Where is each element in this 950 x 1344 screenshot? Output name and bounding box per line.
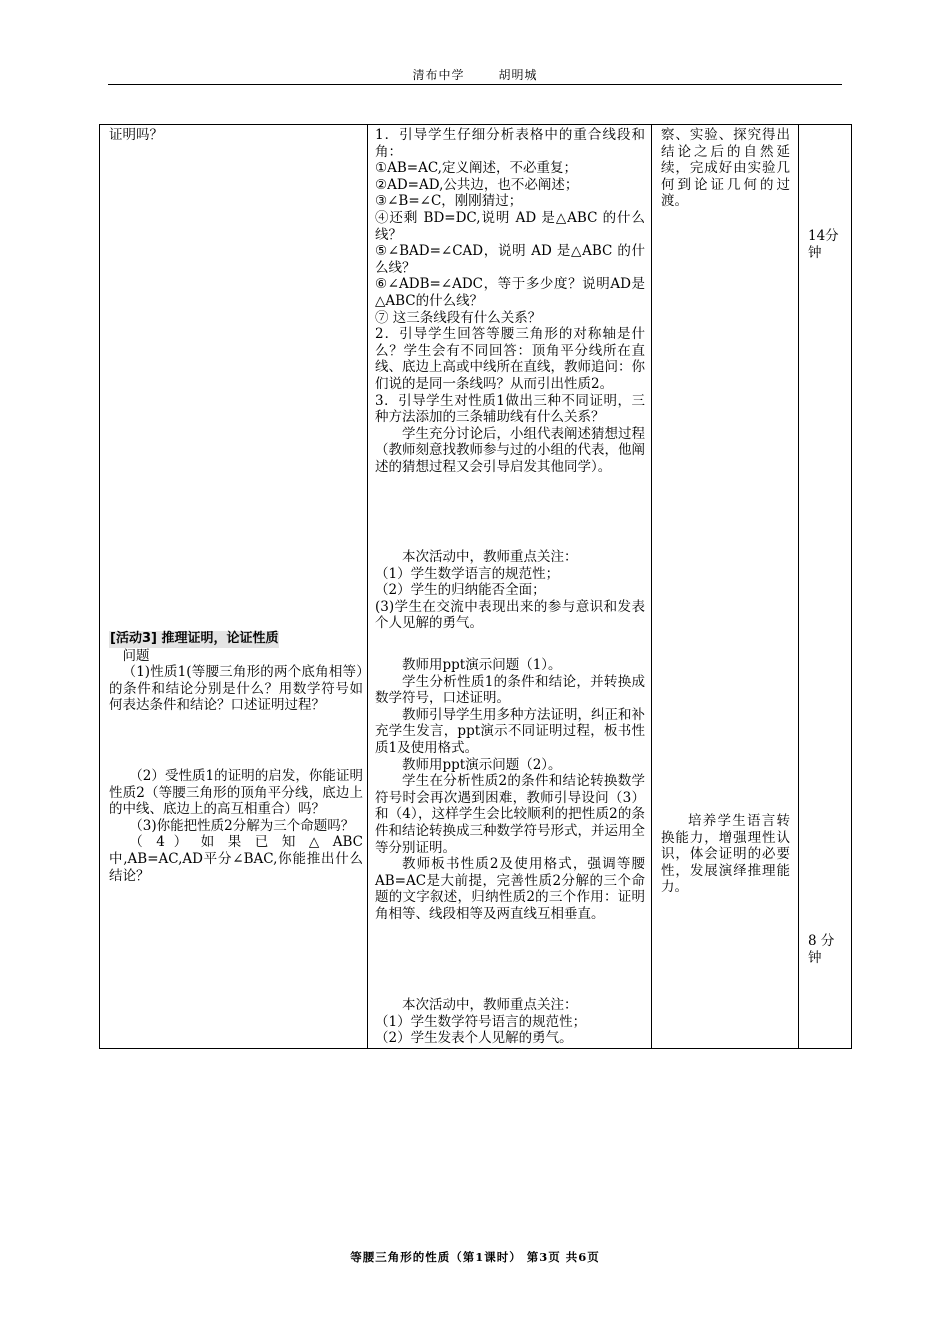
- group-discussion: 学生充分讨论后，小组代表阐述猜想过程（教师刻意找教师参与过的小组的代表，他阐述的猜想过程又会引导启发其他同学）。: [375, 425, 645, 475]
- design-intent-column: [652, 125, 799, 1049]
- focus-1-1: （1）学生数学语言的规范性；: [375, 565, 560, 582]
- guide-sub-4: ④还剩 BD=DC,说明 AD 是△ABC 的什么线？: [375, 209, 645, 243]
- teacher-student-column: [368, 125, 652, 1049]
- guide-item-1: 1．引导学生仔细分析表格中的重合线段和角：: [375, 127, 645, 160]
- activity3-title: [活动3] 推理证明，论证性质: [110, 631, 279, 646]
- guide-sub-7: ⑦ 这三条线段有什么关系？: [375, 309, 542, 326]
- question-3: （3)你能把性质2分解为三个命题吗？: [129, 817, 355, 834]
- time-column: [799, 125, 852, 1049]
- col2-block-2: [375, 549, 645, 632]
- table-row: [100, 125, 852, 1049]
- intent-activity3: 培养学生语言转换能力，增强理性认识，体会证明的必要性，发展演绎推理能力。: [661, 813, 790, 896]
- lesson-table: [99, 124, 852, 1049]
- header-school: 清布中学: [412, 68, 465, 82]
- header-rule: [108, 84, 842, 85]
- focus-heading-1: 本次活动中，教师重点关注：: [402, 549, 578, 565]
- activity-column: [100, 125, 368, 1049]
- page-header: [108, 66, 842, 84]
- guide-sub-5: ⑤∠BAD=∠CAD，说明 AD 是△ABC 的什么线？: [375, 243, 645, 276]
- question-heading: 问题: [122, 647, 150, 664]
- guide-sub-1: ①AB=AC,定义阐述，不必重复；: [375, 160, 577, 177]
- guide-item-2: 2．引导学生回答等腰三角形的对称轴是什么？学生会有不同回答：顶角平分线所在直线、底边上高或中线所在直线，教师追问：你们说的是同一条线吗？从而引出性质2。: [375, 326, 645, 392]
- intent-continuation: 察、实验、探究得出结论之后的自然延续，完成好由实验几何到论证几何的过渡。: [661, 127, 790, 210]
- ppt-question-1: 教师用ppt演示问题（1）。: [402, 657, 562, 673]
- focus-1-3: (3)学生在交流中表现出来的参与意识和发表个人见解的勇气。: [375, 598, 645, 632]
- guide-sub-2: ②AD=AD,公共边，也不必阐述；: [375, 176, 579, 193]
- question-block-2: [109, 768, 363, 884]
- student-analysis-1: 学生分析性质1的条件和结论，并转换成数学符号，口述证明。: [375, 673, 645, 707]
- time-14min: 14分钟: [808, 228, 839, 261]
- header-teacher: 胡明城: [498, 68, 538, 82]
- col2-block-4: [375, 997, 645, 1047]
- student-analysis-2: 学生在分析性质2的条件和结论转换数学符号时会再次遇到困难，教师引导设问（3）和（4），这样学生会比较顺利的把性质2的条件和结论转换成三种数学符号形式，并运用全等分别证明。: [375, 773, 645, 856]
- ppt-question-2: 教师用ppt演示问题（2）。: [402, 756, 562, 773]
- page-footer: 等腰三角形的性质（第1课时） 第3页 共6页: [350, 1250, 600, 1264]
- guide-item-3: 3．引导学生对性质1做出三种不同证明，三种方法添加的三条辅助线有什么关系？: [375, 392, 645, 426]
- focus-heading-2: 本次活动中，教师重点关注：: [402, 997, 578, 1013]
- activity3-block: [109, 630, 363, 714]
- time-8min: 8 分钟: [808, 933, 835, 966]
- guide-sub-3: ③∠B=∠C，刚刚猜过；: [375, 193, 523, 210]
- teacher-guidance: 教师引导学生用多种方法证明，纠正和补充学生发言，ppt演示不同证明过程，板书性质1及使用格式。: [375, 706, 645, 756]
- col1-continuation: 证明吗？: [109, 127, 163, 143]
- question-1: （1)性质1(等腰三角形的两个底角相等）的条件和结论分别是什么？用数学符号如何表达条件和结论？口述证明过程？: [109, 664, 363, 714]
- question-4: （ 4 ） 如 果 已 知 △ ABC 中,AB=AC,AD平分∠BAC,你能推出什么结论？: [109, 834, 363, 884]
- focus-1-2: （2）学生的归纳能否全面；: [375, 582, 546, 599]
- question-2: （2）受性质1的证明的启发，你能证明性质2（等腰三角形的顶角平分线，底边上的中线、底边上的高互相重合）吗？: [109, 768, 363, 818]
- teacher-board-writing: 教师板书性质2及使用格式，强调等腰AB=AC是大前提，完善性质2分解的三个命题的文字叙述，归纳性质2的三个作用：证明角相等、线段相等及两直线互相垂直。: [375, 856, 645, 922]
- focus-2-2: （2）学生发表个人见解的勇气。: [375, 1030, 573, 1047]
- focus-2-1: （1）学生数学符号语言的规范性；: [375, 1013, 587, 1030]
- guide-sub-6: ⑥∠ADB=∠ADC，等于多少度？说明AD是△ABC的什么线？: [375, 276, 645, 309]
- col2-block-3: [375, 657, 645, 923]
- col2-block-1: [375, 127, 645, 475]
